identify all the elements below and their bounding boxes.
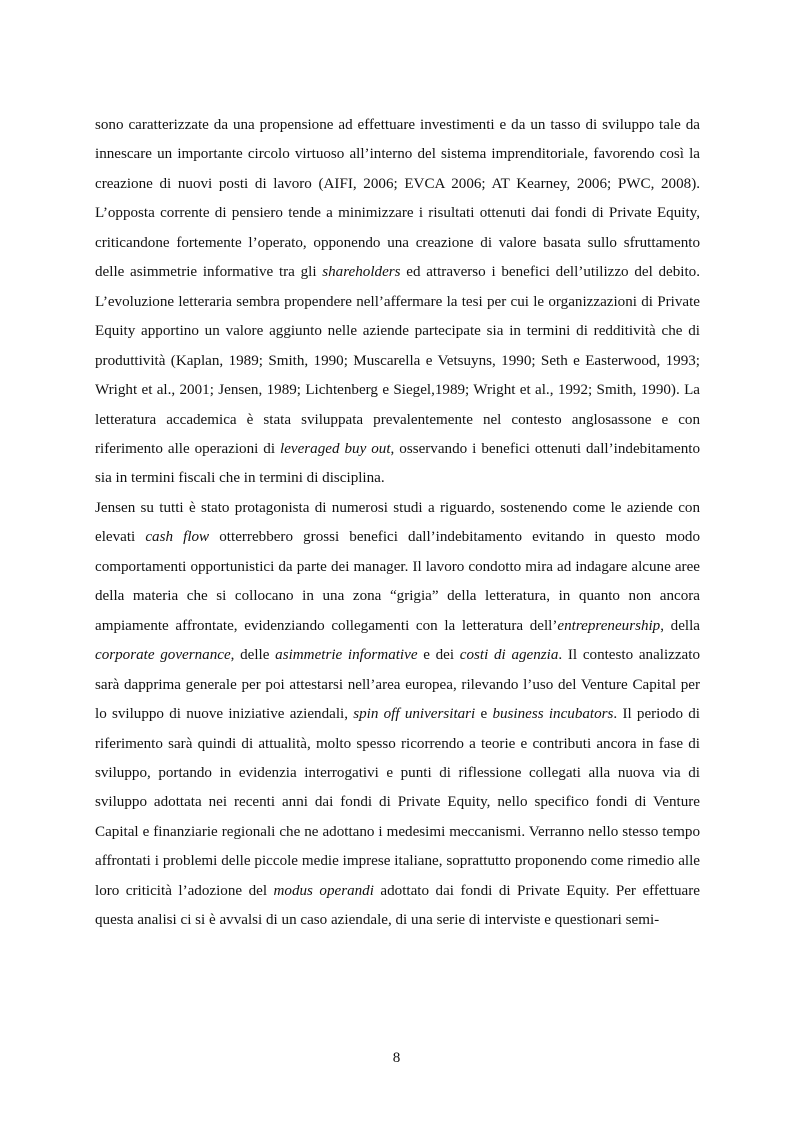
- text-run: sono caratterizzate da una propensione ad effettuare investimenti e da un tasso di sviluppo tale da innescare un importante circolo virtuoso all’interno del sistema imprenditoriale, favorendo così la creazione di nuovi posti di lavoro (AIFI, 2006; EVCA 2006; AT Kearney, 2006; PWC, 2008). L’opposta corrente di pensiero tende a minimizzare i risultati ottenuti dai fondi di Private Equity, criticandone fortemente l’operato, opponendo una creazione di valore basata sullo sfruttamento delle asimmetrie informative tra gli: [95, 117, 700, 281]
- italic-term: asimmetrie informative: [275, 647, 418, 664]
- page-number: 8: [392, 1050, 401, 1066]
- italic-term: entrepreneurship: [557, 617, 661, 634]
- text-run: , delle: [230, 647, 276, 664]
- text-run: e dei: [417, 647, 460, 664]
- italic-term: leveraged buy out: [280, 440, 391, 457]
- text-run: , della: [660, 617, 700, 634]
- text-run: . Il periodo di riferimento sarà quindi di attualità, molto spesso ricorrendo a teorie e contributi ancora in fase di sviluppo, portando in evidenzia interrogativi e punti di riflessione collegati alla nuova via di sviluppo adottata nei recenti anni dai fondi di Private Equity, nello specifico fondi di Venture Capital e finanziarie regionali che ne adottano i medesimi meccanismi. Verranno nello stesso tempo affrontati i problemi delle piccole medie imprese italiane, soprattutto proponendo come rimedio alle loro criticità l’adozione del: [95, 706, 700, 899]
- italic-term: business incubators: [492, 706, 614, 723]
- text-run: , osservando i benefici ottenuti dall’indebitamento sia in termini fiscali che in termini di disciplina.: [95, 440, 701, 487]
- body-text: [95, 111, 700, 936]
- text-run: Jensen su tutti è stato protagonista di numerosi studi a riguardo, sostenendo come le aziende con elevati: [95, 499, 700, 546]
- text-run: otterrebbero grossi benefici dall’indebitamento evitando in questo modo comportamenti opportunistici da parte dei manager. Il lavoro condotto mira ad indagare alcune aree della materia che si collocano in una zona “grigia” della letteratura, in quanto non ancora ampiamente affrontate, evidenziando collegamenti con la letteratura dell’: [95, 529, 700, 634]
- italic-term: corporate governance: [95, 647, 231, 664]
- italic-term: spin off universitari: [353, 706, 476, 723]
- text-run: ed attraverso i benefici dell’utilizzo del debito. L’evoluzione letteraria sembra propendere nell’affermare la tesi per cui le organizzazioni di Private Equity apportino un valore aggiunto nelle aziende partecipate sia in termini di redditività che di produttività (Kaplan, 1989; Smith, 1990; Muscarella e Vetsuyns, 1990; Seth e Easterwood, 1993; Wright et al., 2001; Jensen, 1989; Lichtenberg e Siegel,1989; Wright et al., 1992; Smith, 1990). La letteratura accademica è stata sviluppata prevalentemente nel contesto anglosassone e con riferimento alle operazioni di: [95, 264, 700, 457]
- italic-term: modus operandi: [273, 882, 374, 899]
- text-run: . Il contesto analizzato sarà dapprima generale per poi attestarsi nell’area europea, rilevando l’uso del Venture Capital per lo sviluppo di nuove iniziative aziendali,: [95, 647, 700, 723]
- paragraph: [95, 494, 700, 936]
- italic-term: costi di agenzia: [459, 647, 559, 664]
- text-run: adottato dai fondi di Private Equity. Per effettuare questa analisi ci si è avvalsi di un caso aziendale, di una serie di interviste e questionari semi-: [95, 882, 700, 929]
- italic-term: cash flow: [145, 529, 210, 546]
- italic-term: shareholders: [322, 264, 401, 281]
- paragraph: [95, 111, 700, 494]
- text-run: e: [475, 706, 493, 723]
